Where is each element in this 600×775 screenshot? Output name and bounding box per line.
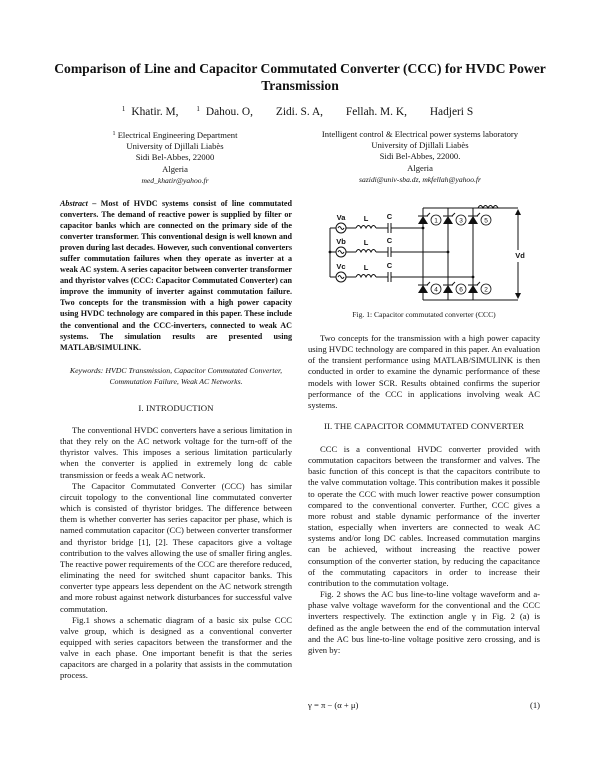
title-line-1: Comparison of Line and Capacitor Commutated Converter (CCC) for HVDC Power (54, 61, 546, 76)
equation-number: (1) (529, 700, 540, 710)
equation-1 (308, 700, 540, 710)
affiliation-1: $^1$ Electrical Engineering Department University of Djillali Liabès Sidi Bel-Abbes, 22000 Algeria med_khatir@yahoo.fr (70, 129, 280, 186)
abstract-label: Abstract (60, 199, 88, 208)
capacitor-label: C (386, 261, 393, 270)
valve-label: 5 (484, 217, 488, 225)
abstract: Abstract – Most of HVDC systems consist of line commutated converters. The demand of reactive power is supplied by filter or capacitor banks which are connected on the primary side of the converter transformer. This conventional design is well known and proven during last decades. However, such conventional converters suffer commutation failures when they operate as inverter at a weak AC system. A series capacitor between converter transformer and thyristor valves (CCC: Capacitor Commutated Converter) can improve the immunity of inverter against commutation failure. Two concepts for the transmission with a high power capacity using HVDC technology are compared in this paper. These include the conventional and the CCC-inverters, connected to weak AC systems. The simulation results are presented using MATLAB/SIMULINK. (60, 199, 293, 352)
figure-1-caption: Fig. 1: Capacitor commutated converter (CCC) (352, 310, 496, 319)
email-link[interactable]: med_khatir@yahoo.fr (141, 175, 209, 185)
author-list (0, 105, 600, 118)
source-label: Vb (336, 237, 346, 246)
inductor-label: L (363, 263, 369, 272)
author: $^1$ Dahou. O, (196, 105, 253, 118)
section-ccc-body (308, 444, 540, 656)
email-link[interactable]: sazidi@univ-sba.dz, mkfellah@yahoo.fr (359, 174, 481, 184)
paper-title (30, 60, 570, 94)
section-introduction-body (60, 425, 292, 682)
equation-text: γ = π − (α + μ) (308, 700, 359, 710)
section-heading-introduction: I. INTRODUCTION (138, 403, 214, 413)
valve-label: 1 (434, 217, 438, 225)
valve-label: 4 (434, 286, 438, 294)
figure-1-circuit-diagram (318, 200, 544, 305)
paragraph: Fig. 2 shows the AC bus line-to-line voltage waveform and a-phase valve voltage waveform for the conventional and the CCC inverters respectively. The extinction angle γ in Fig. 2 (a) is defined as the angle between the end of the commutation interval and the AC bus line-to-line voltage positive zero crossing, and is given by: (308, 589, 540, 655)
valve-label: 6 (459, 286, 463, 294)
keywords: Keywords: HVDC Transmission, Capacitor Commutated Converter, Commutation Failure, Weak AC Networks. (69, 366, 283, 386)
source-label: Va (336, 213, 346, 222)
affiliation-2: Intelligent control & Electrical power systems laboratory University of Djillali Liabès Sidi Bel-Abbes, 22000. Algeria sazidi@univ-sba.dz, mkfellah@yahoo.fr (290, 129, 550, 185)
valve-label: 3 (459, 217, 463, 225)
right-intro-paragraph (308, 333, 540, 411)
abstract-text: Most of HVDC systems consist of line commutated converters. The demand of reactive power is supplied by filter or capacitor banks which are connected on the primary side of the converter transformer. This conventional design is well known and proven during last decades. However, such conventional converters suffer commutation failures when they operate as inverter at a weak AC system. A series capacitor between converter transformer and thyristor valves (CCC: Capacitor Commutated Converter) can improve the immunity of inverter against commutation failure. Two concepts for the transmission with a high power capacity using HVDC technology are compared in this paper. These include the conventional and the CCC-inverters, connected to weak AC systems. The simulation results are presented using MATLAB/SIMULINK. (60, 199, 293, 352)
paragraph: CCC is a conventional HVDC converter provided with commutation capacitors between the transformer and valves. The basic function of this concept is that the capacitors contribute to the valve commutation voltage. This contribution makes it possible to operate the CCC with much lower reactive power consumption compared to the conventional converter. Further, CCC gives a more robust and stable dynamic performance of the inverter station, especially when inverters are connected to weak AC systems and/or long DC cables. Increased commutation margins can be achieved, without increasing the reactive power consumption of the converter station, by reducing the capacitance of the commutating capacitors in order to increase their contribution to the commutation voltage. (308, 444, 540, 588)
title-line-2: Transmission (261, 78, 339, 93)
author: Hadjeri S (429, 106, 474, 118)
author: $^1$ Khatir. M, (121, 105, 179, 118)
valve-label: 2 (484, 286, 488, 294)
author: Fellah. M. K, (345, 106, 407, 118)
paragraph: Two concepts for the transmission with a high power capacity using HVDC technology are compared in this paper. An evaluation of the transient performance using MATLAB/SIMULINK is then conducted in order to examine the dynamic performance of these models with lower SCR. Results obtained confirms the superior performance of the CCC in applications involving weak AC systems. (308, 333, 540, 410)
dc-voltage-label: Vd (515, 251, 525, 260)
section-heading-ccc: II. THE CAPACITOR COMMUTATED CONVERTER (323, 421, 525, 431)
source-label: Vc (336, 262, 346, 271)
paragraph: The Capacitor Commutated Converter (CCC) has similar circuit topology to the conventional line commutated converter which is consisted of thyristor bridges. The difference between them is whether converter has series capacitor per phase, which is named commutation capacitor (CC) between converter transformer and thyristor bridge [1], [2]. These capacitors give a voltage contribution to the valves allowing the use of smaller firing angles. The reactive power requirements of the CCC are therefore reduced, eliminating the need for switched shunt capacitor banks. This converter type appears less dependent on the AC network strength and more robust against network disturbances for successful valve commutation. (60, 480, 292, 614)
author: Zidi. S. A, (275, 106, 324, 118)
paragraph: Fig.1 shows a schematic diagram of a basic six pulse CCC valve group, which is designed as a conventional converter equipped with series capacitors between the transformer and the valve in each phase. One important benefit is that the series capacitors are charged in a polarity that assists in the commutation process. (60, 614, 292, 681)
paragraph: The conventional HVDC converters have a serious limitation in that they rely on the AC network voltage for the turn-off of the thyristor valves. This imposes a serious limitation particularly when the converter is applied in extremely long dc cable transmission or feeds a weak AC network. (60, 425, 292, 480)
inductor-label: L (363, 238, 369, 247)
inductor-label: L (363, 214, 369, 223)
capacitor-label: C (386, 236, 393, 245)
capacitor-label: C (386, 212, 393, 221)
